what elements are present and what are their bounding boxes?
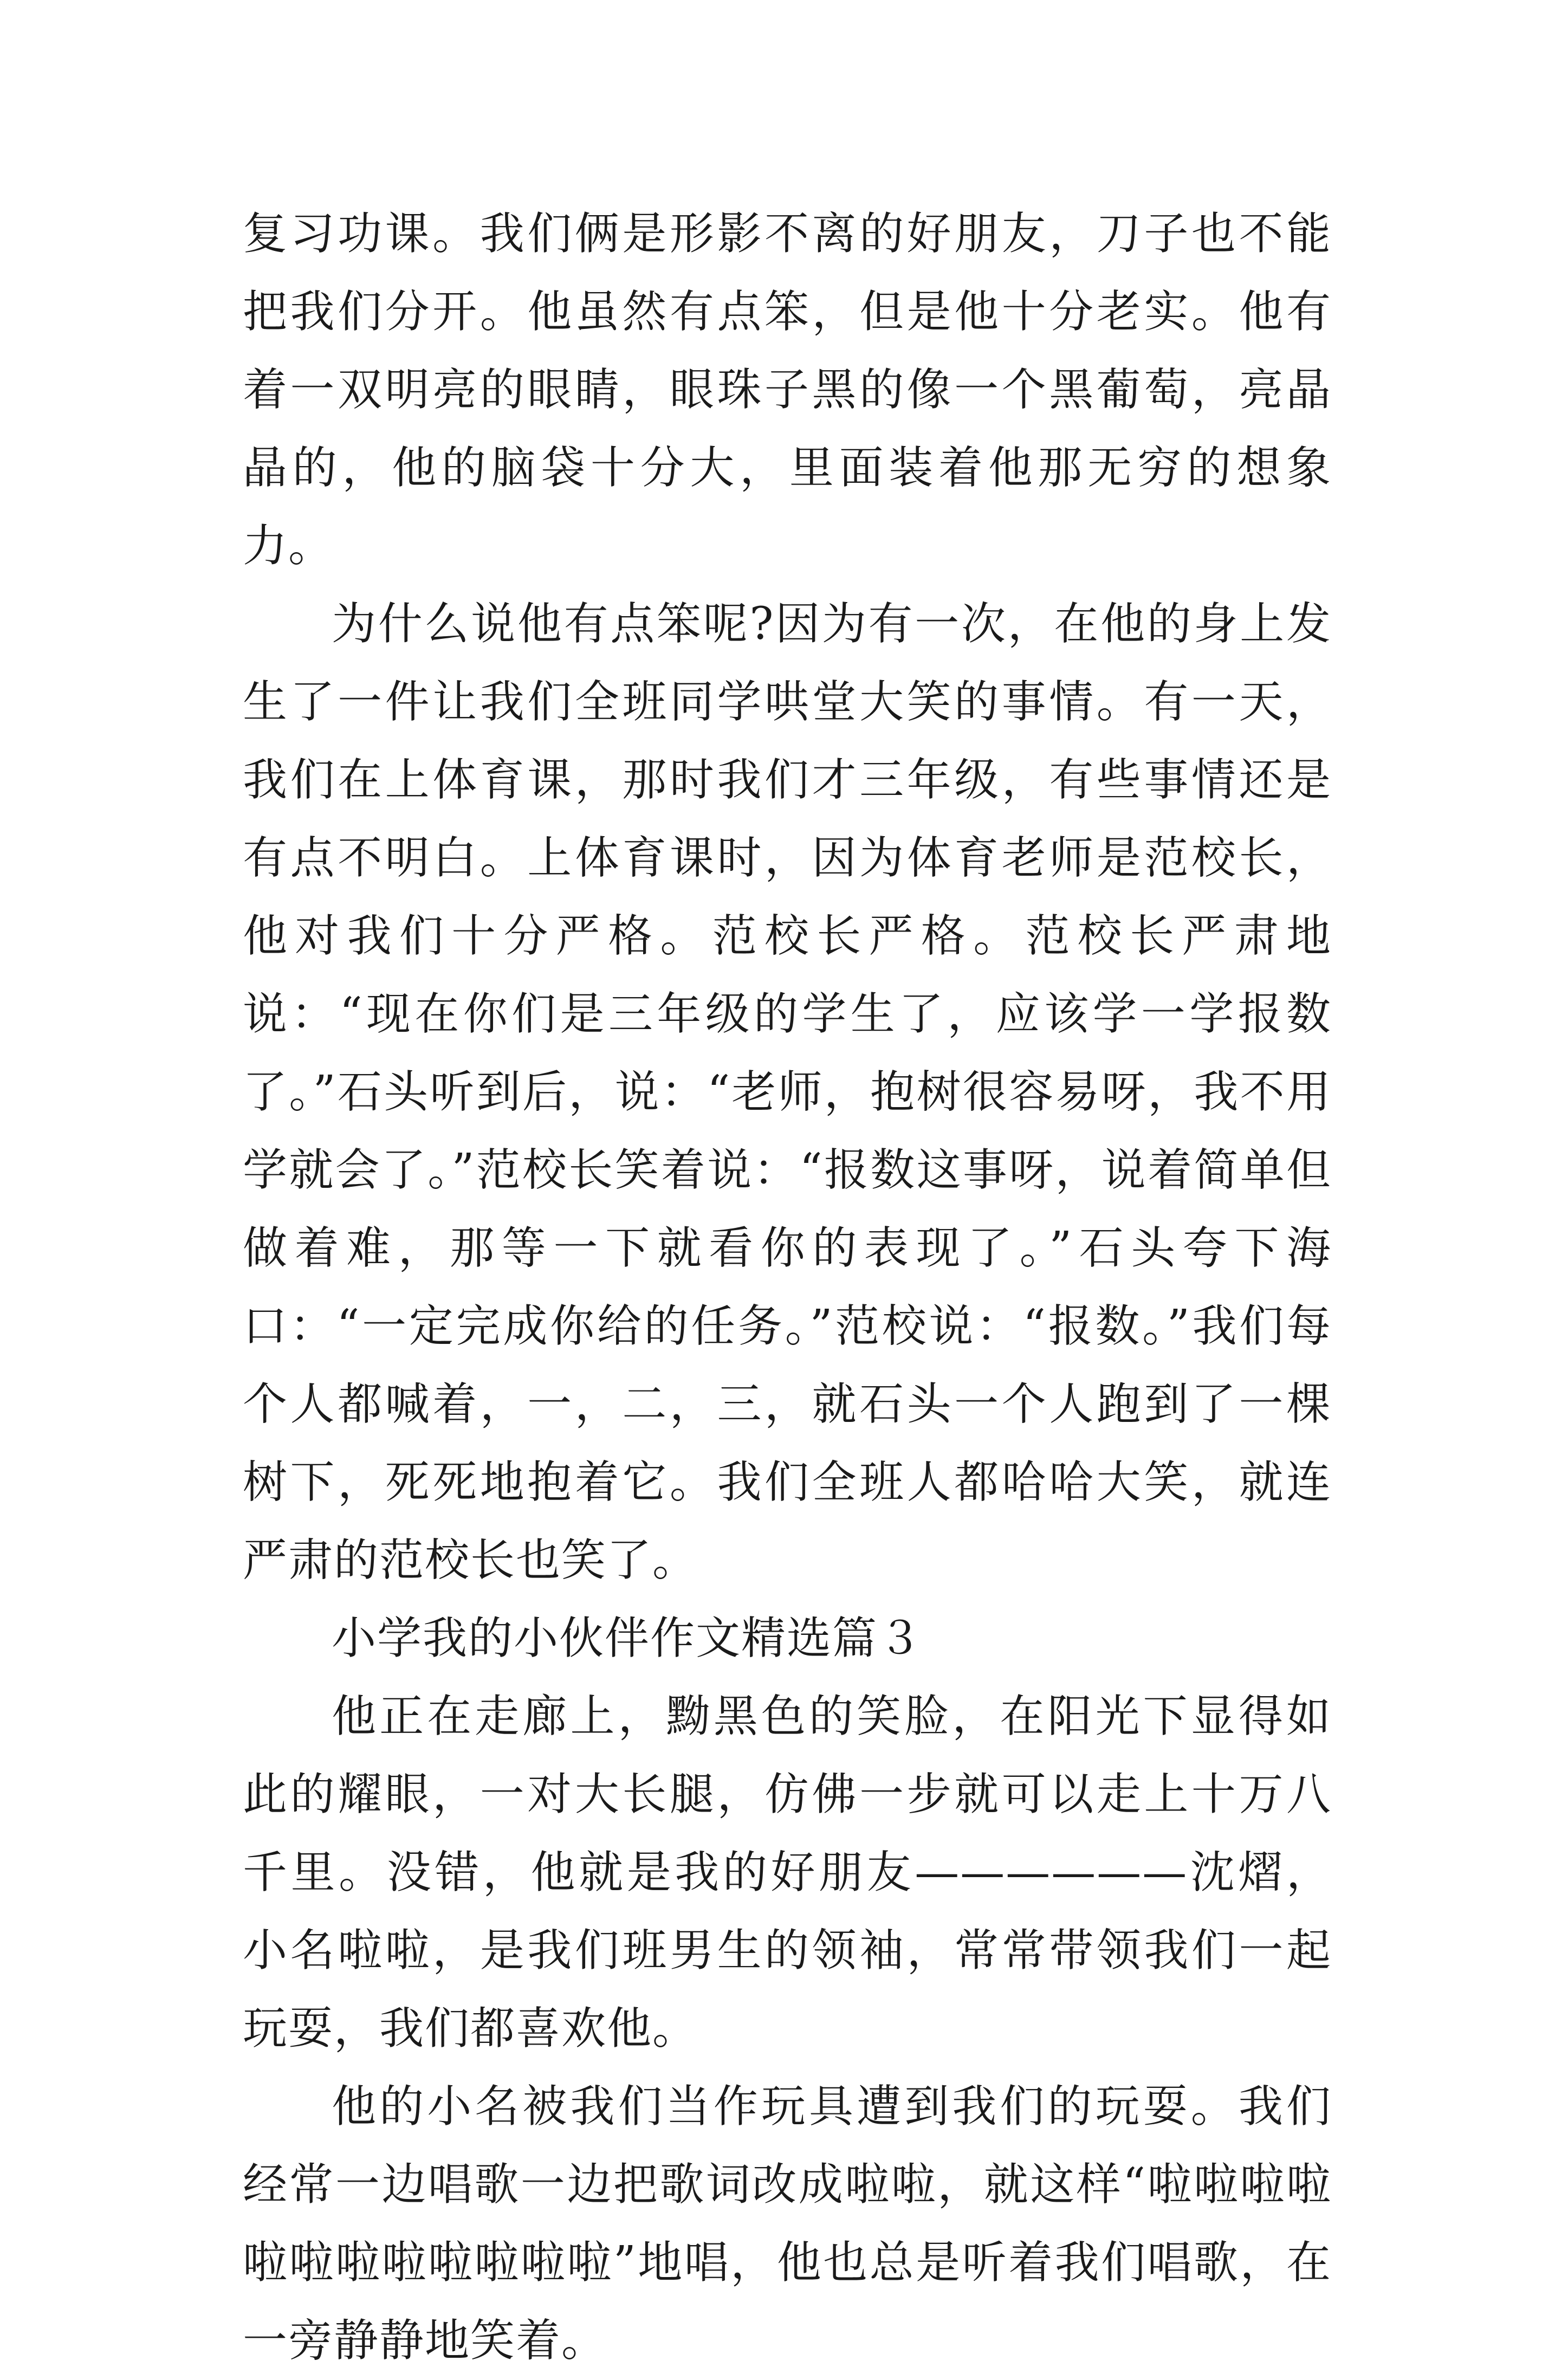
paragraph: 他的小名被我们当作玩具遭到我们的玩耍。我们经常一边唱歌一边把歌词改成啦啦，就这样“啦啦啦啦啦啦啦啦啦啦啦啦”地唱，他也总是听着我们唱歌，在一旁静静地笑着。 xyxy=(243,2081,1332,2366)
document-body xyxy=(243,195,1332,2380)
paragraph: 为什么说他有点笨呢?因为有一次，在他的身上发生了一件让我们全班同学哄堂大笑的事情。有一天，我们在上体育课，那时我们才三年级，有些事情还是有点不明白。上体育课时，因为体育老师是范校长，他对我们十分严格。范校长严格。范校长严肃地说：“现在你们是三年级的学生了，应该学一学报数了。”石头听到后，说：“老师，抱树很容易呀，我不用学就会了。”范校长笑着说：“报数这事呀，说着简单但做着难，那等一下就看你的表现了。”石头夸下海口：“一定完成你给的任务。”范校说：“报数。”我们每个人都喊着，一，二，三，就石头一个人跑到了一棵树下，死死地抱着它。我们全班人都哈哈大笑，就连严肃的范校长也笑了。 xyxy=(243,598,1332,1586)
paragraph: 他正在走廊上，黝黑色的笑脸，在阳光下显得如此的耀眼，一对大长腿，仿佛一步就可以走上十万八千里。没错，他就是我的好朋友——————沈熠，小名啦啦，是我们班男生的领袖，常常带领我们一起玩耍，我们都喜欢他。 xyxy=(243,1691,1332,2054)
section-heading: 小学我的小伙伴作文精选篇３ xyxy=(332,1613,924,1664)
paragraph-continued: 复习功课。我们俩是形影不离的好朋友，刀子也不能把我们分开。他虽然有点笨，但是他十分老实。他有着一双明亮的眼睛，眼珠子黑的像一个黑葡萄，亮晶晶的，他的脑袋十分大，里面装着他那无穷的想象力。 xyxy=(243,208,1332,572)
